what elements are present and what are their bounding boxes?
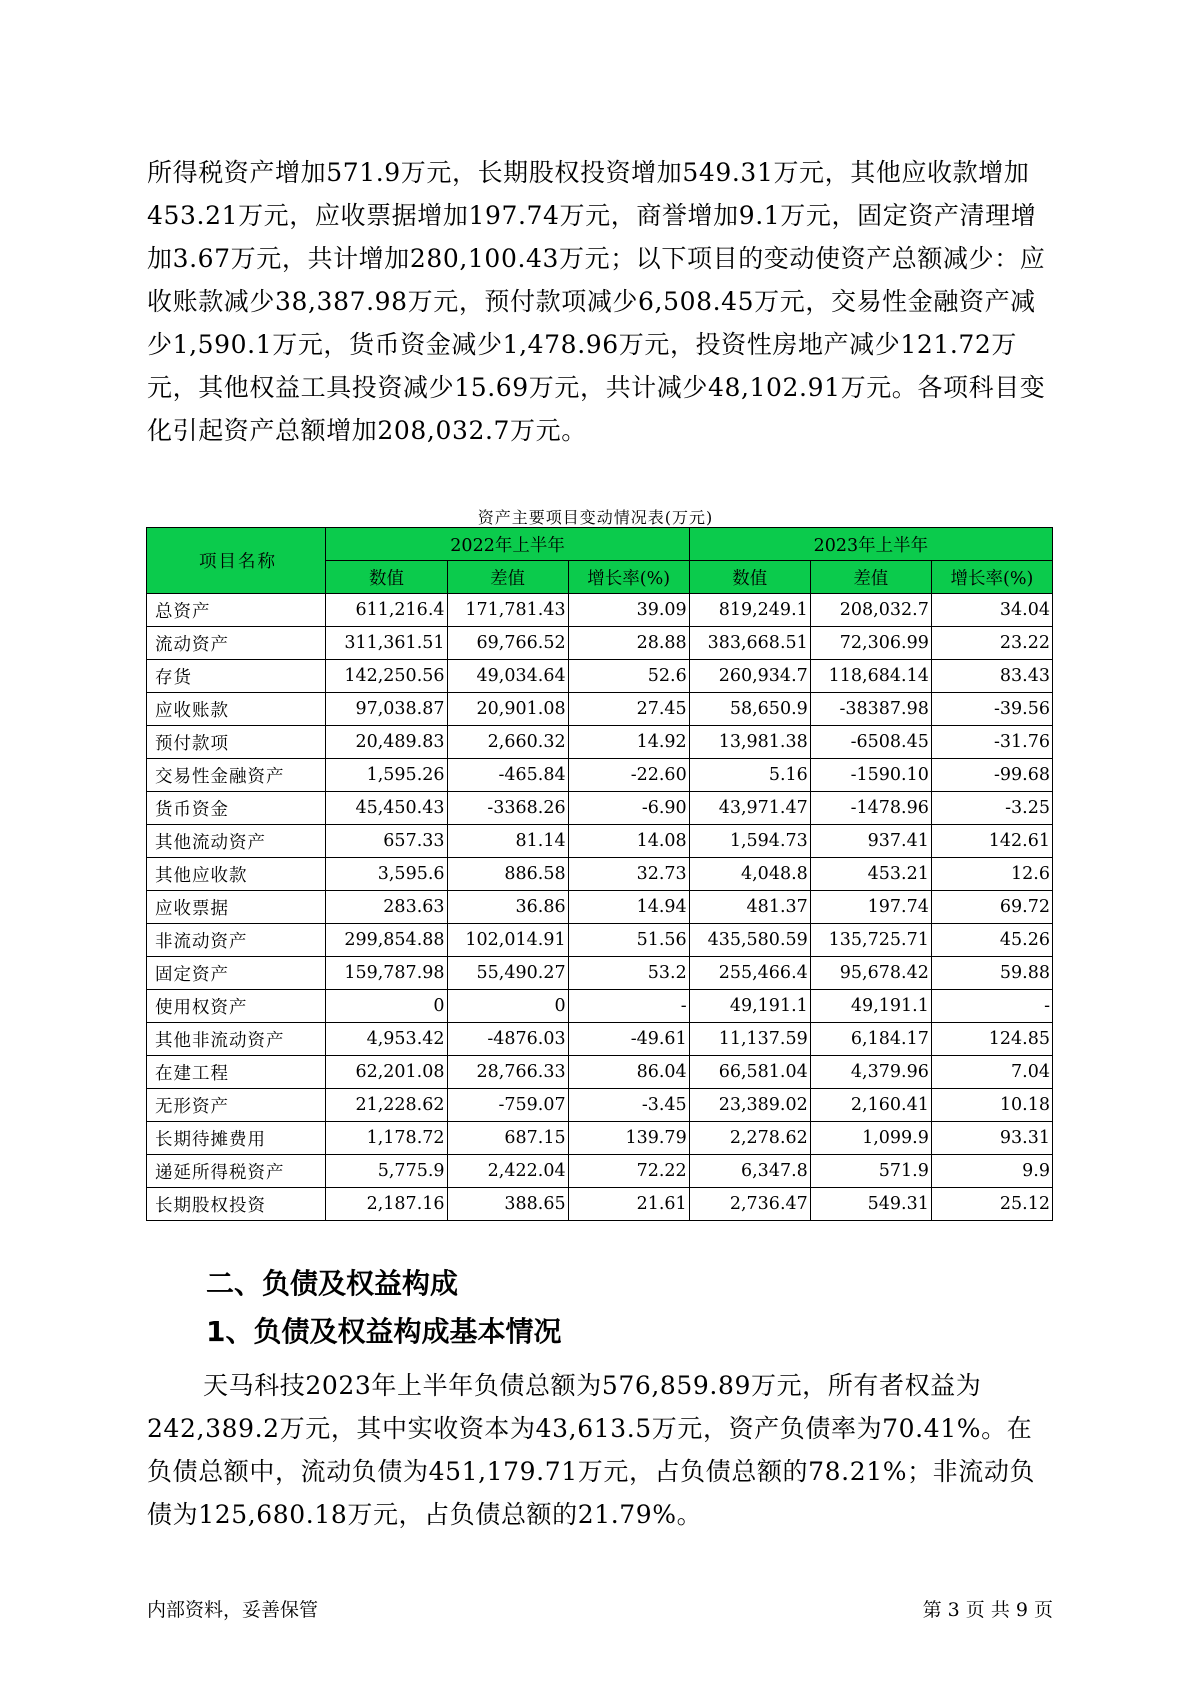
table-cell: -759.07 xyxy=(447,1089,568,1122)
table-cell: 59.88 xyxy=(931,957,1052,990)
table-cell: 13,981.38 xyxy=(689,726,810,759)
section-heading: 二、负债及权益构成 xyxy=(206,1267,459,1300)
row-label: 递延所得税资产 xyxy=(147,1155,326,1188)
table-cell: 102,014.91 xyxy=(447,924,568,957)
table-row xyxy=(147,1155,1053,1188)
table-cell: 62,201.08 xyxy=(326,1056,447,1089)
table-cell: 453.21 xyxy=(810,858,931,891)
table-cell: 208,032.7 xyxy=(810,594,931,627)
table-cell: 72,306.99 xyxy=(810,627,931,660)
table-cell: 93.31 xyxy=(931,1122,1052,1155)
table-cell: 255,466.4 xyxy=(689,957,810,990)
table-cell: 6,184.17 xyxy=(810,1023,931,1056)
table-cell: 49,034.64 xyxy=(447,660,568,693)
table-cell: 142,250.56 xyxy=(326,660,447,693)
row-label: 总资产 xyxy=(147,594,326,627)
column-header-value-2022: 数值 xyxy=(326,561,447,594)
table-cell: 435,580.59 xyxy=(689,924,810,957)
footer-confidential-note: 内部资料，妥善保管 xyxy=(147,1599,319,1621)
table-cell: 260,934.7 xyxy=(689,660,810,693)
table-row xyxy=(147,891,1053,924)
table-cell: 171,781.43 xyxy=(447,594,568,627)
table-title: 资产主要项目变动情况表(万元) xyxy=(477,508,714,527)
table-cell: -6508.45 xyxy=(810,726,931,759)
column-header-diff-2023: 差值 xyxy=(810,561,931,594)
row-label: 存货 xyxy=(147,660,326,693)
table-row xyxy=(147,594,1053,627)
table-cell: -38387.98 xyxy=(810,693,931,726)
row-label: 长期股权投资 xyxy=(147,1188,326,1221)
table-cell: 7.04 xyxy=(931,1056,1052,1089)
table-cell: 52.6 xyxy=(568,660,689,693)
table-row xyxy=(147,1188,1053,1221)
table-cell: 4,953.42 xyxy=(326,1023,447,1056)
table-cell: -99.68 xyxy=(931,759,1052,792)
table-row xyxy=(147,759,1053,792)
table-cell: 1,595.26 xyxy=(326,759,447,792)
table-cell: 687.15 xyxy=(447,1122,568,1155)
table-row xyxy=(147,1056,1053,1089)
table-row xyxy=(147,990,1053,1023)
table-row xyxy=(147,924,1053,957)
table-cell: 937.41 xyxy=(810,825,931,858)
table-cell: 21.61 xyxy=(568,1188,689,1221)
table-cell: - xyxy=(568,990,689,1023)
table-row xyxy=(147,1023,1053,1056)
table-cell: 14.92 xyxy=(568,726,689,759)
column-header-2022: 2022年上半年 xyxy=(326,528,689,561)
table-cell: 14.08 xyxy=(568,825,689,858)
table-cell: -39.56 xyxy=(931,693,1052,726)
table-cell: 388.65 xyxy=(447,1188,568,1221)
column-header-diff-2022: 差值 xyxy=(447,561,568,594)
footer-page-number: 第 3 页 共 9 页 xyxy=(922,1599,1053,1621)
table-cell: 23,389.02 xyxy=(689,1089,810,1122)
table-cell: 611,216.4 xyxy=(326,594,447,627)
table-cell: 23.22 xyxy=(931,627,1052,660)
table-cell: 69,766.52 xyxy=(447,627,568,660)
table-cell: 139.79 xyxy=(568,1122,689,1155)
table-cell: 49,191.1 xyxy=(689,990,810,1023)
table-row xyxy=(147,957,1053,990)
table-cell: 2,278.62 xyxy=(689,1122,810,1155)
table-cell: 6,347.8 xyxy=(689,1155,810,1188)
table-cell: 51.56 xyxy=(568,924,689,957)
asset-change-table xyxy=(146,527,1053,1221)
table-cell: 819,249.1 xyxy=(689,594,810,627)
table-cell: -1478.96 xyxy=(810,792,931,825)
column-header-2023: 2023年上半年 xyxy=(689,528,1052,561)
table-cell: 36.86 xyxy=(447,891,568,924)
table-cell: 34.04 xyxy=(931,594,1052,627)
table-cell: 0 xyxy=(447,990,568,1023)
table-cell: -4876.03 xyxy=(447,1023,568,1056)
table-cell: -49.61 xyxy=(568,1023,689,1056)
table-cell: -3368.26 xyxy=(447,792,568,825)
table-row xyxy=(147,858,1053,891)
column-header-growth-2023: 增长率(%) xyxy=(931,561,1052,594)
row-label: 无形资产 xyxy=(147,1089,326,1122)
table-cell: 20,489.83 xyxy=(326,726,447,759)
table-cell: - xyxy=(931,990,1052,1023)
row-label: 非流动资产 xyxy=(147,924,326,957)
intro-paragraph: 所得税资产增加571.9万元，长期股权投资增加549.31万元，其他应收款增加453.21万元，应收票据增加197.74万元，商誉增加9.1万元，固定资产清理增加3.67万元，共计增加280,100.43万元；以下项目的变动使资产总额减少：应收账款减少38,387.98万元，预付款项减少6,508.45万元，交易性金融资产减少1,590.1万元，货币资金减少1,478.96万元，投资性房地产减少121.72万元，其他权益工具投资减少15.69万元，共计减少48,102.91万元。各项科目变化引起资产总额增加208,032.7万元。 xyxy=(147,158,1046,445)
table-cell: 14.94 xyxy=(568,891,689,924)
table-cell: 1,178.72 xyxy=(326,1122,447,1155)
table-cell: 49,191.1 xyxy=(810,990,931,1023)
table-cell: 135,725.71 xyxy=(810,924,931,957)
table-cell: 0 xyxy=(326,990,447,1023)
subsection-heading: 1、负债及权益构成基本情况 xyxy=(206,1315,562,1348)
table-body xyxy=(147,594,1053,1221)
table-cell: 45,450.43 xyxy=(326,792,447,825)
table-cell: 3,595.6 xyxy=(326,858,447,891)
column-header-growth-2022: 增长率(%) xyxy=(568,561,689,594)
table-cell: 2,736.47 xyxy=(689,1188,810,1221)
table-cell: 10.18 xyxy=(931,1089,1052,1122)
row-label: 应收票据 xyxy=(147,891,326,924)
table-cell: 20,901.08 xyxy=(447,693,568,726)
table-cell: 28.88 xyxy=(568,627,689,660)
table-cell: 2,660.32 xyxy=(447,726,568,759)
table-cell: 81.14 xyxy=(447,825,568,858)
table-cell: 66,581.04 xyxy=(689,1056,810,1089)
table-row xyxy=(147,1122,1053,1155)
table-row xyxy=(147,726,1053,759)
table-cell: -3.25 xyxy=(931,792,1052,825)
table-cell: 2,160.41 xyxy=(810,1089,931,1122)
table-row xyxy=(147,627,1053,660)
table-cell: 5.16 xyxy=(689,759,810,792)
table-cell: 142.61 xyxy=(931,825,1052,858)
table-cell: -3.45 xyxy=(568,1089,689,1122)
table-cell: 55,490.27 xyxy=(447,957,568,990)
table-cell: 886.58 xyxy=(447,858,568,891)
table-cell: 69.72 xyxy=(931,891,1052,924)
table-cell: 159,787.98 xyxy=(326,957,447,990)
table-cell: 58,650.9 xyxy=(689,693,810,726)
table-row xyxy=(147,660,1053,693)
table-cell: -465.84 xyxy=(447,759,568,792)
table-cell: 11,137.59 xyxy=(689,1023,810,1056)
table-cell: 45.26 xyxy=(931,924,1052,957)
table-cell: -6.90 xyxy=(568,792,689,825)
table-cell: 21,228.62 xyxy=(326,1089,447,1122)
row-label: 交易性金融资产 xyxy=(147,759,326,792)
table-row xyxy=(147,693,1053,726)
row-label: 使用权资产 xyxy=(147,990,326,1023)
table-row xyxy=(147,792,1053,825)
table-cell: 43,971.47 xyxy=(689,792,810,825)
table-cell: -22.60 xyxy=(568,759,689,792)
table-cell: 1,594.73 xyxy=(689,825,810,858)
table-row xyxy=(147,825,1053,858)
table-cell: 28,766.33 xyxy=(447,1056,568,1089)
table-cell: -1590.10 xyxy=(810,759,931,792)
table-row xyxy=(147,1089,1053,1122)
row-label: 应收账款 xyxy=(147,693,326,726)
row-label: 流动资产 xyxy=(147,627,326,660)
liabilities-paragraph: 天马科技2023年上半年负债总额为576,859.89万元，所有者权益为242,389.2万元，其中实收资本为43,613.5万元，资产负债率为70.41%。在负债总额中，流动负债为451,179.71万元，占负债总额的78.21%；非流动负债为125,680.18万元，占负债总额的21.79%。 xyxy=(147,1371,1036,1529)
table-cell: 4,048.8 xyxy=(689,858,810,891)
table-cell: 5,775.9 xyxy=(326,1155,447,1188)
table-cell: 549.31 xyxy=(810,1188,931,1221)
row-label: 货币资金 xyxy=(147,792,326,825)
table-cell: 4,379.96 xyxy=(810,1056,931,1089)
table-cell: 39.09 xyxy=(568,594,689,627)
table-cell: -31.76 xyxy=(931,726,1052,759)
row-label: 预付款项 xyxy=(147,726,326,759)
row-label: 长期待摊费用 xyxy=(147,1122,326,1155)
column-header-value-2023: 数值 xyxy=(689,561,810,594)
table-cell: 2,187.16 xyxy=(326,1188,447,1221)
table-cell: 197.74 xyxy=(810,891,931,924)
row-label: 其他应收款 xyxy=(147,858,326,891)
row-label: 其他流动资产 xyxy=(147,825,326,858)
table-cell: 283.63 xyxy=(326,891,447,924)
table-cell: 124.85 xyxy=(931,1023,1052,1056)
table-cell: 72.22 xyxy=(568,1155,689,1188)
table-cell: 53.2 xyxy=(568,957,689,990)
table-cell: 118,684.14 xyxy=(810,660,931,693)
table-cell: 481.37 xyxy=(689,891,810,924)
table-cell: 27.45 xyxy=(568,693,689,726)
row-label: 其他非流动资产 xyxy=(147,1023,326,1056)
column-header-name: 项目名称 xyxy=(147,528,326,594)
table-cell: 2,422.04 xyxy=(447,1155,568,1188)
row-label: 在建工程 xyxy=(147,1056,326,1089)
table-cell: 1,099.9 xyxy=(810,1122,931,1155)
table-cell: 571.9 xyxy=(810,1155,931,1188)
table-cell: 32.73 xyxy=(568,858,689,891)
table-cell: 299,854.88 xyxy=(326,924,447,957)
table-cell: 9.9 xyxy=(931,1155,1052,1188)
row-label: 固定资产 xyxy=(147,957,326,990)
table-cell: 311,361.51 xyxy=(326,627,447,660)
table-cell: 25.12 xyxy=(931,1188,1052,1221)
table-cell: 97,038.87 xyxy=(326,693,447,726)
table-cell: 12.6 xyxy=(931,858,1052,891)
table-cell: 95,678.42 xyxy=(810,957,931,990)
table-cell: 657.33 xyxy=(326,825,447,858)
table-cell: 83.43 xyxy=(931,660,1052,693)
table-cell: 383,668.51 xyxy=(689,627,810,660)
table-cell: 86.04 xyxy=(568,1056,689,1089)
